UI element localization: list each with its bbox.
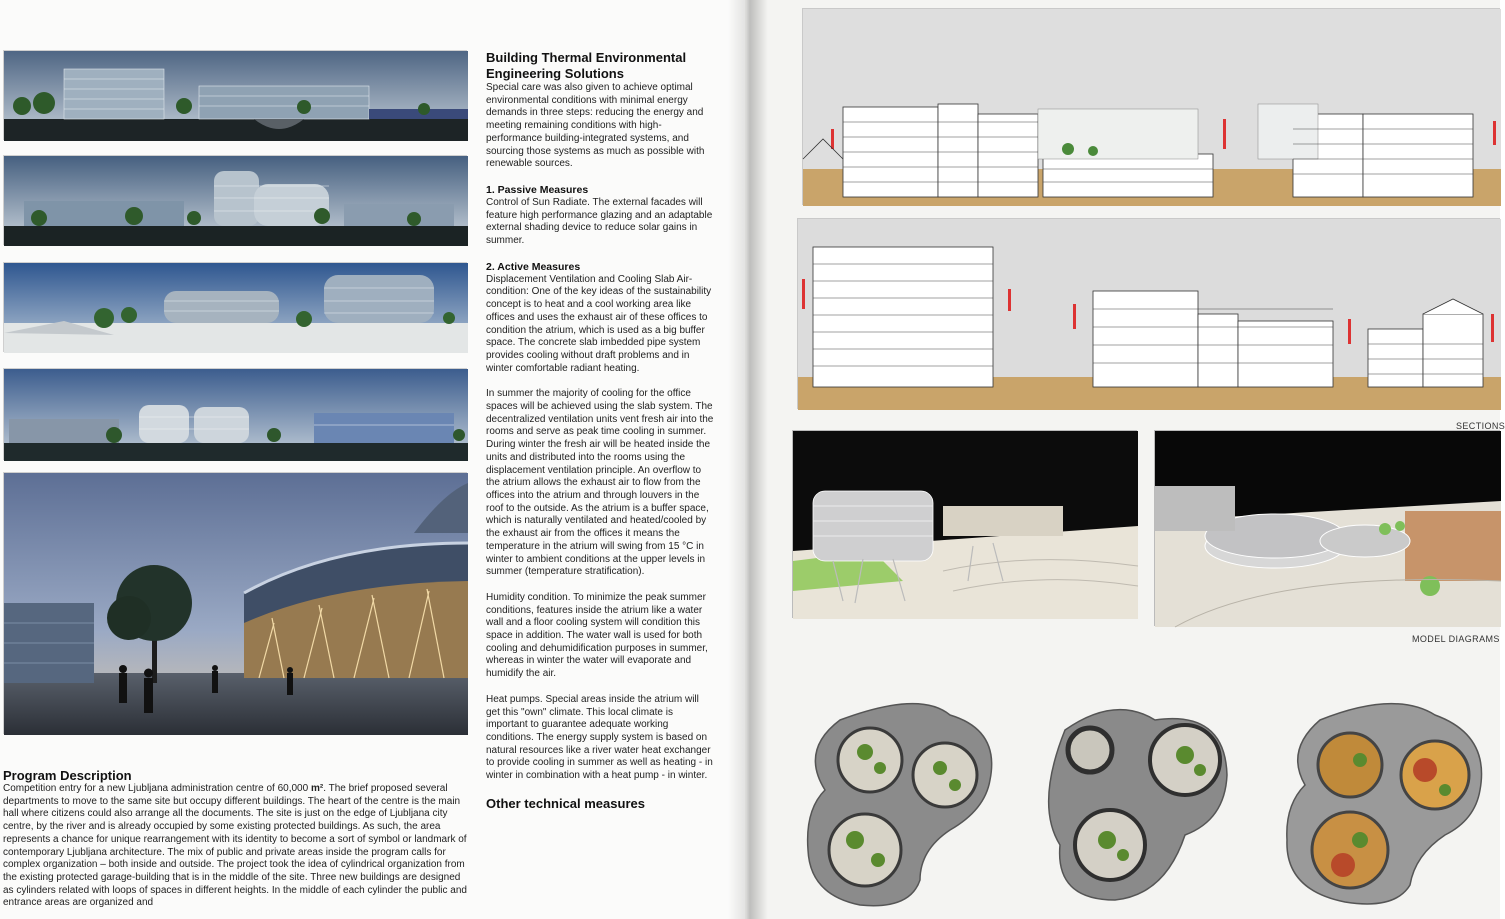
plan-diagram-3 xyxy=(1275,690,1497,910)
other-measures-heading: Other technical measures xyxy=(486,795,645,811)
section-drawing-1 xyxy=(802,8,1500,205)
plan-diagram-2 xyxy=(1035,695,1235,910)
elevation-render-3 xyxy=(3,262,467,352)
model-diagrams-caption: MODEL DIAGRAMS xyxy=(1412,634,1500,644)
thermal-heading: Building Thermal Environmental Engineering Solutions xyxy=(486,50,687,81)
heatpump-text: Heat pumps. Special areas inside the atrium will get this "own" climate. This local climate is important to guarantee adequate working conditions. The energy supply system is based on natural resources like a river water heat exchanger to provide cooling in summer as well as heating - in winter in combination with a heat pump - in winter. xyxy=(486,693,713,782)
elevation-render-1 xyxy=(3,50,467,140)
thermal-text-column xyxy=(486,50,714,812)
passive-heading: 1. Passive Measures xyxy=(486,183,589,196)
model-photo-1 xyxy=(792,430,1137,618)
left-page xyxy=(0,0,745,919)
program-text: Competition entry for a new Ljubljana administration centre of 60,000 m². The brief proposed several departments to move to the same site but occupy different buildings. The heart of the centre is the main hall where citizens could also arrange all the documents. The site is just on the edge of Ljubljana city centre, by the river and is already occupied by some existing protected buildings. As such, the area represents a chance for unique rearrangement with its identity to become a sort of symbol or landmark of contemporary Ljubljana architecture. The mix of public and private areas inside the program calls for complex organization – both inside and outside. The project took the idea of cylindrical organization from the existing protected garage-building that is in the middle of the site. Three new buildings are designed as cylinders related with loops of spaces in different heights. In the middle of each cylinder the public and entrance areas are organized and xyxy=(3,783,467,909)
elevation-render-2 xyxy=(3,155,467,245)
active-heading: 2. Active Measures xyxy=(486,260,581,273)
right-page xyxy=(745,0,1505,919)
section-drawing-2 xyxy=(797,218,1500,409)
humidity-text: Humidity condition. To minimize the peak summer conditions, features inside the atrium like a water wall and a floor cooling system will condition this space in addition. The water wall is used for both cooling and dehumidification purposes in summer, whereas in winter the water will evaporate and humidify the air. xyxy=(486,591,708,680)
sections-caption: SECTIONS xyxy=(1456,421,1505,431)
thermal-intro: Special care was also given to achieve optimal environmental conditions with minimal energy demands in three steps: reducing the energy and meeting remaining conditions with high-performance building-integrated systems, and sourcing those systems as much as possible with renewable sources. xyxy=(486,82,705,170)
elevation-render-4 xyxy=(3,368,467,460)
program-description xyxy=(3,768,471,910)
passive-text: Control of Sun Radiate. The external facades will feature high performance glazing and an adaptable external shading device to reduce solar gains in summer. xyxy=(486,196,713,247)
model-photo-2 xyxy=(1154,430,1500,626)
perspective-render xyxy=(3,472,467,734)
summer-text: In summer the majority of cooling for the office spaces will be achieved using the slab system. The decentralized ventilation units vent fresh air into the rooms and serve as peak time cooling in summer. During winter the fresh air will be heated inside the units and distributed into the rooms using the displacement ventilation principle. An overflow to the atrium allows the exhaust air to flow from the offices into the atrium and through louvers in the roof to the outside. As the atrium is a buffer space, which is naturally ventilated and heated/cooled by the exhaust air from the offices it means the temperature in the atrium will swing from 15 °C in winter to ambient conditions at the upper levels in summer (temperature stratification). xyxy=(486,388,714,578)
program-heading: Program Description xyxy=(3,768,132,783)
plan-diagram-1 xyxy=(800,690,1000,910)
active-text: Displacement Ventilation and Cooling Slab Air-condition: One of the key ideas of the sustainability concept is to heat and a cool working area like offices and uses the exhaust air of these offices to condition the atrium, which is used as a big buffer space. The concrete slab imbedded pipe system provides cooling without draft problems and in winter comfortable radiant heating. xyxy=(486,273,712,374)
